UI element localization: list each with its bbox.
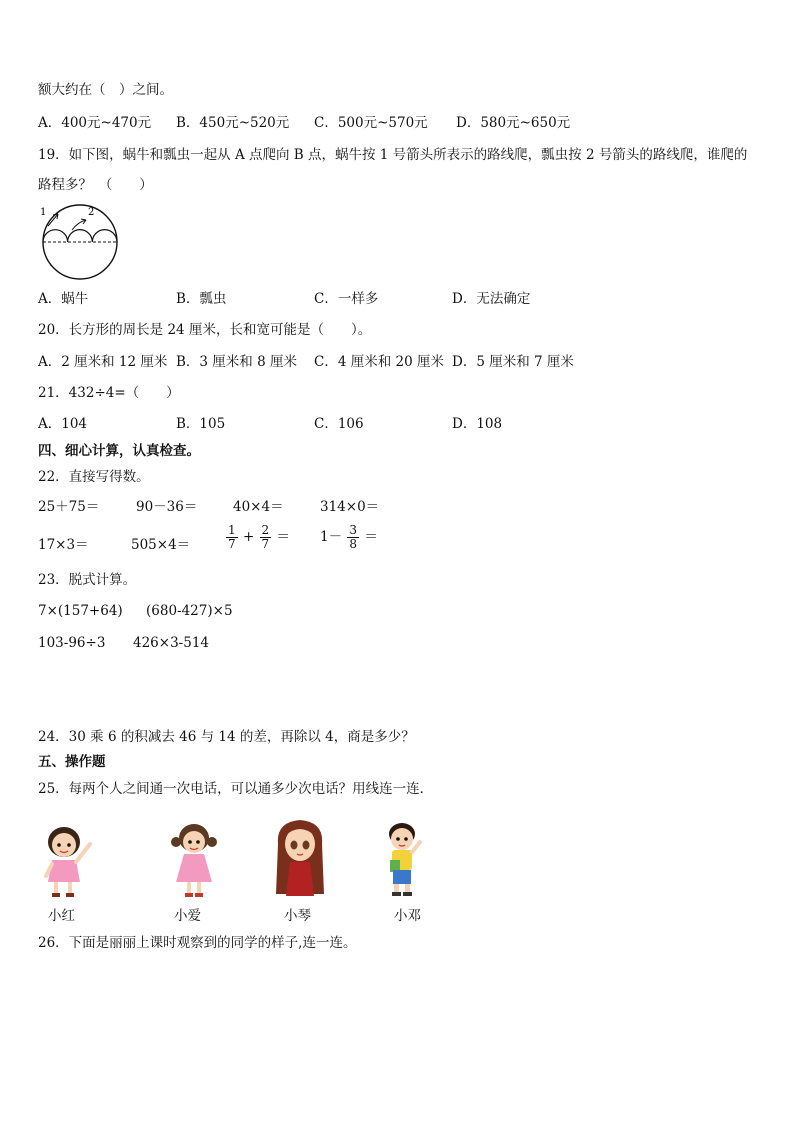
girl-xiaoqin-icon: [270, 814, 330, 902]
q23-item-1: 7×(157+64): [38, 603, 123, 619]
arrow-2-icon: [72, 220, 86, 230]
q18-option-b[interactable]: B．450元~520元: [176, 115, 290, 131]
name-xiaohong: 小红: [48, 908, 75, 924]
name-xiaoqin: 小琴: [284, 908, 311, 924]
q19-option-b[interactable]: B．瓢虫: [176, 291, 227, 307]
q21-option-d[interactable]: D．108: [452, 416, 503, 432]
q23-item-3: 103-96÷3: [38, 635, 106, 651]
q19-option-a[interactable]: A．蜗牛: [38, 291, 89, 307]
q20-text: 20．长方形的周长是 24 厘米，长和宽可能是（ ）。: [38, 322, 372, 338]
q22-item-2: 90－36＝: [136, 499, 198, 515]
q22-text: 22．直接写得数。: [38, 469, 150, 485]
q22-item-1: 25＋75＝: [38, 499, 100, 515]
q22-item-4: 314×0＝: [320, 499, 380, 515]
q21-option-b[interactable]: B．105: [176, 416, 226, 432]
arrow-label-2: 2: [88, 207, 95, 218]
q19-option-c[interactable]: C．一样多: [314, 291, 379, 307]
q19-text-line2: 路程多？ （ ）: [38, 177, 153, 193]
q22-fraction-diff: 1－ $\frac{3}{8}$ ＝: [320, 523, 378, 551]
boy-xiaodeng-icon: [380, 818, 428, 900]
q22-fraction-sum: $\frac{1}{7}$ + $\frac{2}{7}$ ＝: [228, 523, 290, 551]
fraction-1-7: $\frac{1}{7}$: [228, 523, 236, 551]
q18-option-d[interactable]: D．580元~650元: [456, 115, 571, 131]
q22-item-6: 505×4＝: [131, 537, 191, 553]
q20-option-d[interactable]: D．5 厘米和 7 厘米: [452, 354, 574, 370]
children-figure: [38, 812, 426, 924]
q19-option-d[interactable]: D．无法确定: [452, 291, 531, 307]
q24-text: 24．30 乘 6 的积减去 46 与 14 的差，再除以 4，商是多少？: [38, 729, 415, 745]
q20-option-a[interactable]: A．2 厘米和 12 厘米: [38, 354, 168, 370]
section-4-heading: 四、细心计算，认真检查。: [38, 443, 200, 459]
q21-text: 21．432÷4=（ ）: [38, 385, 180, 401]
arrow-label-1: 1: [40, 207, 47, 218]
q22-item-5: 17×3＝: [38, 537, 89, 553]
q20-option-c[interactable]: C．4 厘米和 20 厘米: [314, 354, 444, 370]
girl-xiaoai-icon: [166, 818, 226, 900]
q21-option-a[interactable]: A．104: [38, 416, 88, 432]
q19-text-line1: 19．如下图，蜗牛和瓢虫一起从 A 点爬向 B 点，蜗牛按 1 号箭头所表示的路线爬，瓢虫按 2 号箭头的路线爬，谁爬的: [38, 147, 748, 163]
fraction-3-8: $\frac{3}{8}$: [349, 523, 358, 551]
q20-option-b[interactable]: B．3 厘米和 8 厘米: [176, 354, 297, 370]
q23-item-2: (680-427)×5: [146, 603, 233, 619]
section-5-heading: 五、操作题: [38, 754, 106, 770]
name-xiaodeng: 小邓: [394, 908, 421, 924]
circle-path-figure: [36, 200, 126, 282]
q18-option-c[interactable]: C．500元~570元: [314, 115, 428, 131]
q18-option-a[interactable]: A．400元~470元: [38, 115, 152, 131]
q21-option-c[interactable]: C．106: [314, 416, 364, 432]
q18-tail: 额大约在（ ）之间。: [38, 82, 173, 98]
q26-text: 26．下面是丽丽上课时观察到的同学的样子,连一连。: [38, 935, 357, 951]
name-xiaoai: 小爱: [174, 908, 201, 924]
q22-item-3: 40×4＝: [233, 499, 284, 515]
small-semicircles: [43, 230, 117, 242]
q23-item-4: 426×3-514: [133, 635, 209, 651]
girl-xiaohong-icon: [40, 820, 98, 900]
fraction-2-7: $\frac{2}{7}$: [261, 523, 270, 551]
q25-text: 25．每两个人之间通一次电话，可以通多少次电话？用线连一连．: [38, 781, 434, 797]
q23-text: 23．脱式计算。: [38, 572, 137, 588]
